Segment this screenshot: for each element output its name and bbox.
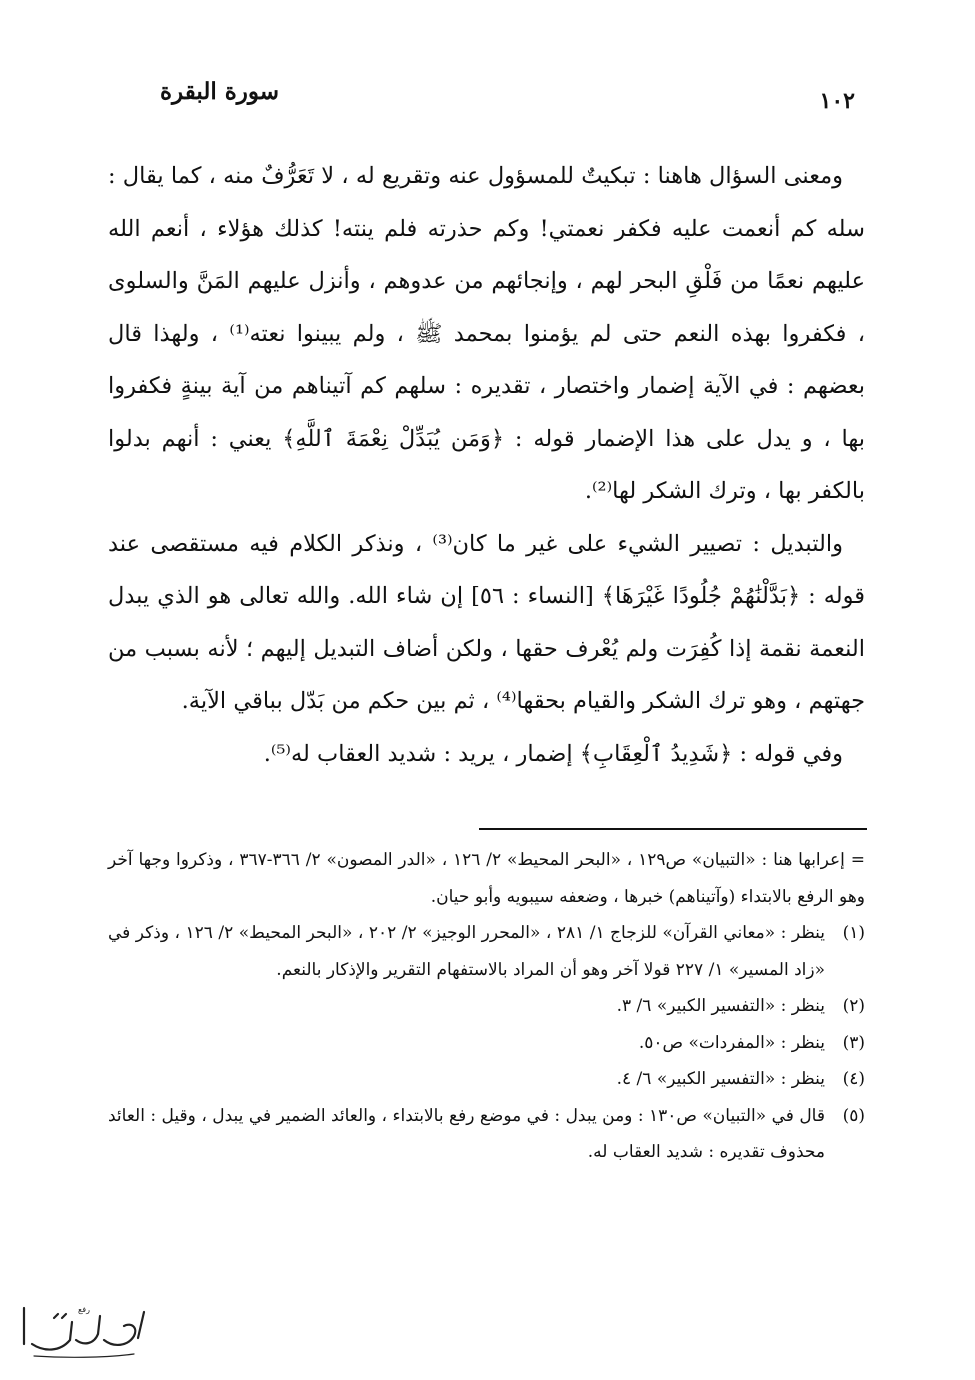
footnote-1 bbox=[108, 915, 865, 988]
footnote-text: ينظر : «معاني القرآن» للزجاج ١/ ٢٨١ ، «المحرر الوجيز» ٢/ ٢٠٢ ، «البحر المحيط» ٢/ ١٢٦ ، وذكر في «زاد المسير» ١/ ٢٢٧ قولا آخر وهو أن المراد بالاستفهام التقرير والإذكار بالنعم. bbox=[108, 923, 826, 980]
footnote-number: (٤) bbox=[842, 1069, 865, 1089]
footnote-3 bbox=[108, 1025, 865, 1062]
watermark-logo bbox=[14, 1300, 154, 1362]
footnote-number: (٣) bbox=[842, 1032, 865, 1053]
surah-title: سورة البقرة bbox=[160, 78, 280, 105]
footnote-continuation bbox=[108, 842, 865, 915]
paragraph-2: والتبديل : تصيير الشيء على غير ما كان⁽³⁾ ، ونذكر الكلام فيه مستقصى عند قوله : ﴿بَدَّلْنَٰهُمْ جُلُودًا غَيْرَهَا﴾ [النساء : ٥٦] إن شاء الله. والله تعالى هو الذي يبدل النعمة نقمة إذا كُفِرَت ولم يُعْرف حقها ، ولكن أضاف التبديل إليهم ؛ لأنه بسبب من جهتهم ، وهو ترك الشكر والقيام بحقها⁽⁴⁾ ، ثم بين حكم من بَدّل بباقي الآية. bbox=[108, 530, 866, 714]
footnotes bbox=[108, 842, 865, 1171]
page-number: ١٠٢ bbox=[819, 88, 855, 114]
footnote-continuation-text: = إعرابها هنا : «التبيان» ص١٢٩ ، «البحر المحيط» ٢/ ١٢٦ ، «الدر المصون» ٢/ ٣٦٦-٣٦٧ ، وذكروا وجها آخر وهو الرفع بالابتداء (وآتيناهم) خبرها ، وضعفه سيبويه وأبو حيان. bbox=[108, 850, 865, 907]
footnote-separator bbox=[479, 828, 867, 830]
footnote-text: ينظر : «المفردات» ص٥٠. bbox=[638, 1032, 825, 1053]
footnote-2 bbox=[108, 988, 865, 1025]
footnote-text: قال في «التبيان» ص١٣٠ : ومن يبدل : في موضع رفع بالابتداء ، والعائد الضمير في يبدل ، وقيل : العائد محذوف تقديره : شديد العقاب له. bbox=[108, 1105, 825, 1162]
footnote-number: (٢) bbox=[842, 996, 865, 1016]
page-header bbox=[160, 78, 855, 118]
footnote-5 bbox=[108, 1098, 865, 1171]
footnote-number: (١) bbox=[842, 923, 865, 943]
footnote-text: ينظر : «التفسير الكبير» ٦/ ٤. bbox=[616, 1069, 825, 1089]
paragraph-1: ومعنى السؤال هاهنا : تبكيتٌ للمسؤول عنه وتقريع له ، لا تَعَرُّفٌ منه ، كما يقال : سله كم أنعمت عليه فكفر نعمتي! وكم حذرته فلم ينته! كذلك هؤلاء ، أنعم الله عليهم نعمًا من فَلْقِ البحر لهم ، وإنجائهم من عدوهم ، وأنزل عليهم المَنَّ والسلوى ، فكفروا بهذه النعم حتى لم يؤمنوا بمحمد ﷺ ، ولم يبينوا نعته⁽¹⁾ ، ولهذا قال بعضهم : في الآية إضمار واختصار ، تقديره : سلهم كم آتيناهم من آية بينةٍ فكفروا بها ، و يدل على هذا الإضمار قوله : ﴿وَمَن يُبَدِّلْ نِعْمَةَ ٱللَّهِ﴾ يعني : أنهم بدلوا بالكفر بها ، وترك الشكر لها⁽²⁾. bbox=[108, 163, 866, 504]
footnote-4 bbox=[108, 1061, 865, 1098]
watermark-label: رفع bbox=[78, 1305, 90, 1314]
main-text bbox=[108, 150, 865, 780]
footnote-text: ينظر : «التفسير الكبير» ٦/ ٣. bbox=[616, 996, 825, 1016]
footnote-number: (٥) bbox=[842, 1105, 865, 1126]
paragraph-3: وفي قوله : ﴿شَدِيدُ ٱلْعِقَابِ﴾ إضمار ، يريد : شديد العقاب له⁽⁵⁾. bbox=[263, 740, 843, 767]
